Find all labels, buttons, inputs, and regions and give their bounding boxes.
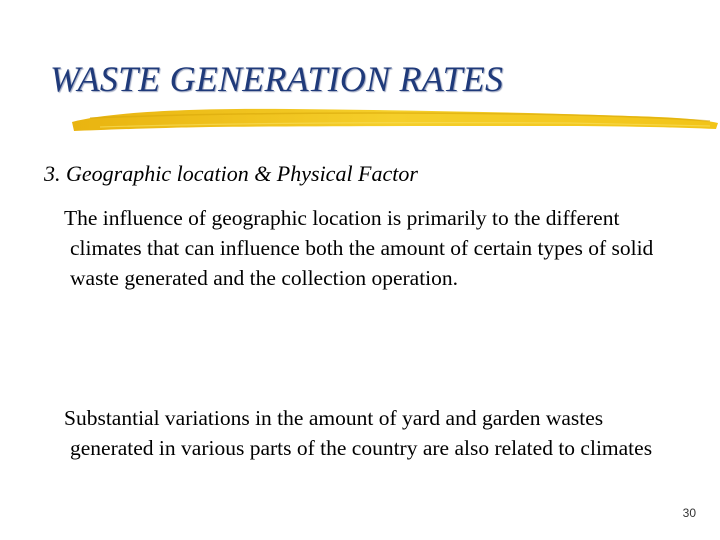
slide-title: WASTE GENERATION RATES: [50, 59, 504, 99]
section-heading: 3. Geographic location & Physical Factor: [44, 161, 418, 186]
paragraph-geographic-influence: The influence of geographic location is primarily to the different climates that can influence both the amount of certain types of solid waste generated and the collection operation.: [64, 206, 654, 290]
title-brush-underline: [70, 100, 720, 136]
slide-number: 30: [682, 506, 696, 520]
paragraph-yard-waste-variation: Substantial variations in the amount of yard and garden wastes generated in various parts of the country are also related to climates: [64, 406, 653, 460]
